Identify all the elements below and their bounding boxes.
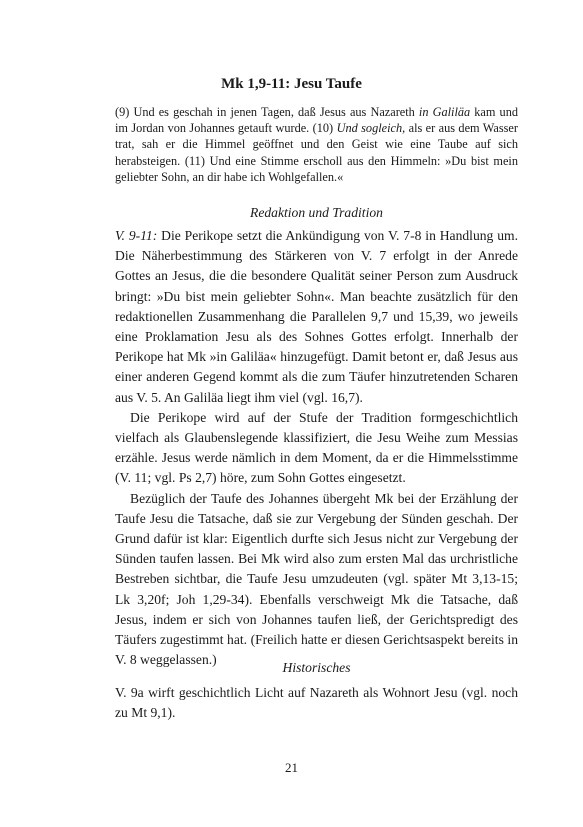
page-number: 21: [285, 760, 298, 775]
scripture-emphasis-galilee: in Galiläa: [418, 105, 471, 119]
page-title: Mk 1,9-11: Jesu Taufe: [221, 76, 362, 92]
section-heading-redaction: Redaktion und Tradition: [250, 205, 383, 220]
scripture-text-part2: kam und im Jordan von Johannes getauft wurde. (10): [115, 105, 518, 136]
section-body-historical: [115, 683, 518, 723]
scripture-passage: [115, 104, 518, 185]
section-heading-historical: Historisches: [282, 660, 351, 675]
paragraph: Die Perikope wird auf der Stufe der Tradition formgeschichtlich vielfach als Glaubenslegende klassifiziert, die Jesu Weihe zum Messias erzähle. Jesus werde nämlich in dem Moment, da er die Himmelsstimme (V. 11; vgl. Ps 2,7) höre, zum Sohn Gottes eingesetzt.: [115, 409, 518, 486]
paragraph: [115, 226, 518, 408]
scripture-text: [115, 104, 518, 185]
scripture-text-part1: (9) Und es geschah in jenen Tagen, daß Jesus aus Nazareth: [115, 105, 419, 119]
paragraph-text: Die Perikope setzt die Ankündigung von V. 7-8 in Handlung um. Die Näherbestimmung des Stärkeren von V. 7 erfolgt in der Anrede Gottes an Jesus, die die besondere Qualität seiner Person zum Ausdruck bringt: »Du bist mein geliebter Sohn«. Man beachte zusätzlich für den redaktionellen Zusammenhang die Parallelen 9,7 und 15,39, wo jeweils eine Proklamation Jesu als des Sohnes Gottes erfolgt. Innerhalb der Perikope hat Mk »in Galiläa« hinzugefügt. Damit betont er, daß Jesus aus einer anderen Gegend kommt als die zum Täufer hinzutretenden Scharen aus V. 5. An Galiläa liegt ihm viel (vgl. 16,7).: [115, 228, 518, 405]
scripture-emphasis-immediately: Und sogleich,: [336, 121, 406, 136]
scripture-text-part3: als er aus dem Wasser trat, sah er die Himmel geöffnet und den Geist wie eine Taube auf sich herabsteigen. (11) Und eine Stimme erscholl aus den Himmeln: »Du bist mein geliebter Sohn, an dir habe ich Wohlgefallen.«: [115, 121, 518, 184]
paragraph: V. 9a wirft geschichtlich Licht auf Nazareth als Wohnort Jesu (vgl. noch zu Mt 9,1).: [115, 685, 518, 721]
paragraph: Bezüglich der Taufe des Johannes übergeht Mk bei der Erzählung der Taufe Jesu die Tatsache, daß sie zur Vergebung der Sünden geschah. Der Grund dafür ist klar: Eigentlich durfte sich Jesus nicht zur Vergebung der Sünden taufen lassen. Bei Mk wird also zum ersten Mal das urchristliche Bestreben sichtbar, die Taufe Jesu umzudeuten (vgl. später Mt 3,13-15; Lk 3,20f; Joh 1,29-34). Ebenfalls verschweigt Mk die Tatsache, daß Jesus, indem er sich von Johannes taufen ließ, der Gerichtspredigt des Täufers zugestimmt hat. (Freilich hatte er diesen Gerichtsaspekt bereits in V. 8 weggelassen.): [115, 490, 518, 668]
verse-label: V. 9-11:: [115, 228, 158, 243]
section-body-redaction: [115, 226, 518, 670]
